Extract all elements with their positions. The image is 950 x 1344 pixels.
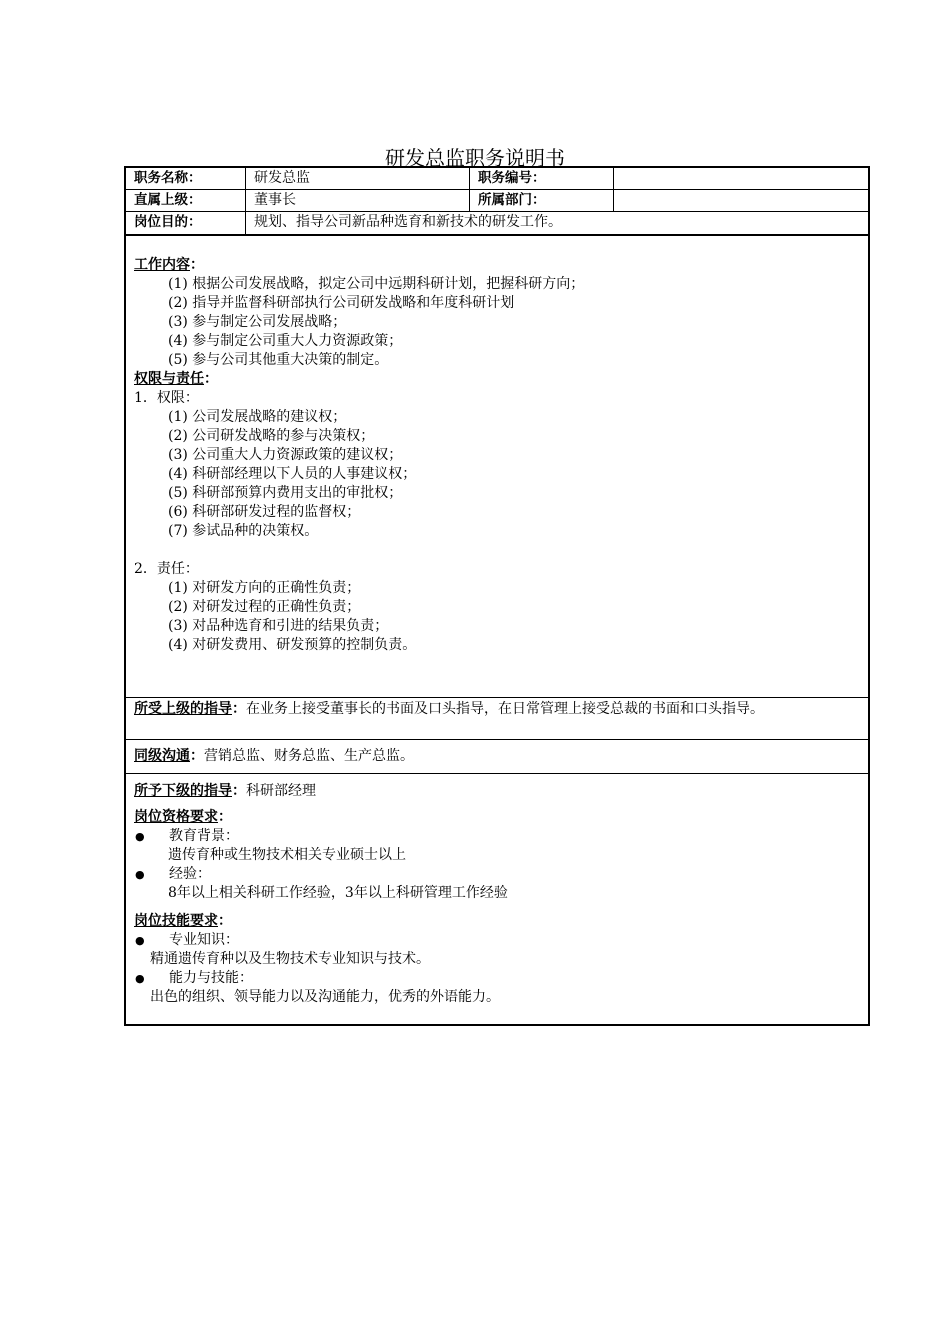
guidance-superior-heading: 所受上级的指导 — [134, 701, 232, 717]
work-heading-colon: ： — [190, 257, 204, 273]
list-item: (4) 参与制定公司重大人力资源政策； — [168, 333, 403, 349]
peer-text: 营销总监、财务总监、生产总监。 — [204, 748, 414, 764]
bullet-icon: ● — [135, 972, 145, 985]
job-no-label: 职务编号： — [470, 168, 614, 189]
list-item: (2) 公司研发战略的参与决策权； — [168, 428, 375, 444]
authority-heading-colon: ： — [204, 371, 218, 387]
list-item: (2) 对研发过程的正确性负责； — [168, 599, 361, 615]
job-no-value — [614, 168, 868, 189]
list-item: (7) 参试品种的决策权。 — [168, 523, 319, 539]
superior-label: 直属上级： — [126, 190, 246, 211]
purpose-label: 岗位目的： — [126, 212, 246, 234]
skills-heading: 岗位技能要求 — [134, 913, 218, 929]
authority-heading: 权限与责任 — [134, 371, 204, 387]
list-item: (6) 科研部研发过程的监督权； — [168, 504, 361, 520]
list-item: (2) 指导并监督科研部执行公司研发战略和年度科研计划 — [168, 295, 515, 311]
knowledge-label: 专业知识： — [169, 932, 239, 948]
education-label: 教育背景： — [169, 828, 239, 844]
bullet-icon: ● — [135, 934, 145, 947]
list-item: (5) 科研部预算内费用支出的审批权； — [168, 485, 403, 501]
superior-value: 董事长 — [246, 190, 470, 211]
spacer — [134, 541, 868, 560]
job-name-label: 职务名称： — [126, 168, 246, 189]
ability-value: 出色的组织、领导能力以及沟通能力，优秀的外语能力。 — [150, 989, 500, 1005]
header-row-1 — [126, 168, 868, 190]
ability-label: 能力与技能： — [169, 970, 253, 986]
bullet-icon: ● — [135, 830, 145, 843]
qualifications-colon: ： — [218, 809, 232, 825]
list-item: (1) 公司发展战略的建议权； — [168, 409, 347, 425]
header-row-2 — [126, 190, 868, 212]
list-item: (1) 根据公司发展战略，拟定公司中远期科研计划，把握科研方向； — [168, 276, 585, 292]
guidance-from-superior-section — [126, 698, 868, 740]
list-item: (5) 参与公司其他重大决策的制定。 — [168, 352, 389, 368]
job-description-table — [124, 166, 870, 1026]
work-list — [134, 275, 868, 370]
guidance-superior-colon: ： — [232, 701, 246, 717]
duties-list — [134, 579, 868, 655]
job-name-value: 研发总监 — [246, 168, 470, 189]
list-item: (3) 公司重大人力资源政策的建议权； — [168, 447, 403, 463]
peer-heading: 同级沟通 — [134, 748, 190, 764]
bullet-icon: ● — [135, 868, 145, 881]
guidance-superior-text: 在业务上接受董事长的书面及口头指导，在日常管理上接受总裁的书面和口头指导。 — [246, 701, 764, 717]
guidance-sub-colon: ： — [232, 783, 246, 799]
list-item: (4) 对研发费用、研发预算的控制负责。 — [168, 637, 417, 653]
peer-colon: ： — [190, 748, 204, 764]
rights-list — [134, 408, 868, 541]
skills-colon: ： — [218, 913, 232, 929]
guidance-sub-heading: 所予下级的指导 — [134, 783, 232, 799]
duties-title: 2．责任： — [134, 561, 199, 577]
guidance-sub-text: 科研部经理 — [246, 783, 316, 799]
list-item: (4) 科研部经理以下人员的人事建议权； — [168, 466, 417, 482]
work-heading: 工作内容 — [134, 257, 190, 273]
purpose-value: 规划、指导公司新品种选育和新技术的研发工作。 — [254, 214, 562, 230]
qualifications-heading: 岗位资格要求 — [134, 809, 218, 825]
header-row-3 — [126, 212, 868, 236]
knowledge-value: 精通遗传育种以及生物技术专业知识与技术。 — [150, 951, 430, 967]
experience-label: 经验： — [169, 866, 211, 882]
requirements-section — [126, 774, 868, 1024]
peer-communication-section — [126, 740, 868, 774]
dept-label: 所属部门： — [470, 190, 614, 211]
list-item: (3) 对品种选育和引进的结果负责； — [168, 618, 389, 634]
rights-title: 1．权限： — [134, 390, 199, 406]
experience-value: 8年以上相关科研工作经验，3年以上科研管理工作经验 — [168, 885, 508, 901]
dept-value — [614, 190, 868, 211]
list-item: (3) 参与制定公司发展战略； — [168, 314, 347, 330]
work-and-authority-section — [126, 236, 868, 698]
list-item: (1) 对研发方向的正确性负责； — [168, 580, 361, 596]
document-title: 研发总监职务说明书 — [385, 146, 565, 170]
education-value: 遗传育种或生物技术相关专业硕士以上 — [168, 847, 406, 863]
